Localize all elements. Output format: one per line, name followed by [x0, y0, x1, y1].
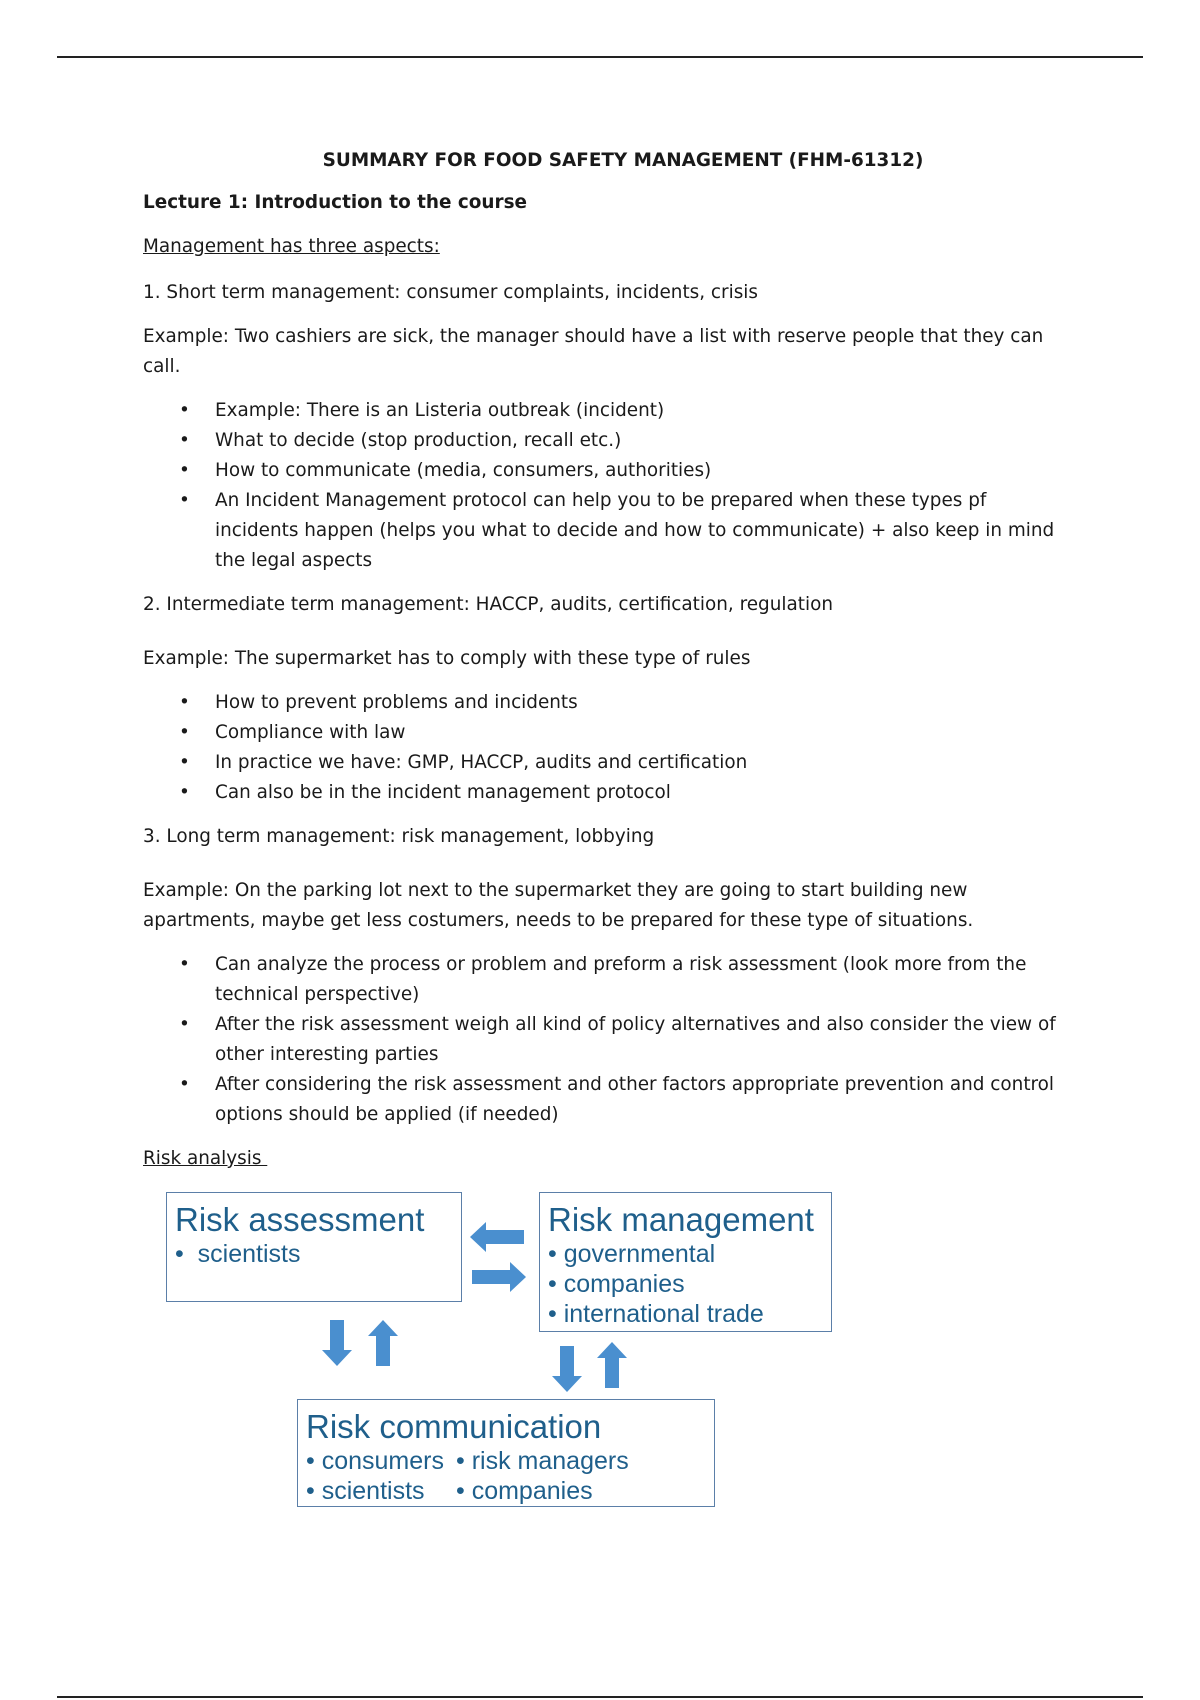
risk-communication-row [298, 1446, 714, 1476]
risk-communication-box [297, 1399, 715, 1507]
up-arrow-icon [597, 1342, 627, 1388]
list-item: • In practice we have: GMP, HACCP, audits and certification [143, 748, 1063, 778]
list-item: • An Incident Management protocol can help you to be prepared when these types pf incidents happen (helps you what to decide and how to communicate) + also keep in mind the legal aspects [143, 486, 1063, 576]
top-rule [57, 56, 1143, 58]
list-item: • How to prevent problems and incidents [143, 688, 1063, 718]
list-item: • Can analyze the process or problem and preform a risk assessment (look more from the technical perspective) [143, 950, 1063, 1010]
list-item: • After considering the risk assessment and other factors appropriate prevention and control options should be applied (if needed) [143, 1070, 1063, 1130]
risk-management-box [539, 1192, 832, 1332]
risk-analysis-heading: Risk analysis [143, 1148, 268, 1169]
lecture-heading: Lecture 1: Introduction to the course [143, 192, 527, 213]
risk-communication-item: • consumers [306, 1447, 444, 1475]
short-term-example: Example: Two cashiers are sick, the manager should have a list with reserve people that they can call. [143, 326, 1044, 377]
left-arrow-icon [470, 1222, 526, 1252]
short-term-bullets [143, 396, 1063, 576]
risk-communication-item: • scientists [306, 1477, 425, 1505]
up-arrow-icon [368, 1320, 398, 1366]
risk-management-item: • governmental [548, 1240, 716, 1268]
risk-communication-item: • companies [456, 1477, 593, 1505]
document-title: SUMMARY FOR FOOD SAFETY MANAGEMENT (FHM-61312) [322, 150, 924, 171]
list-item: • After the risk assessment weigh all kind of policy alternatives and also consider the view of other interesting parties [143, 1010, 1063, 1070]
intermediate-term-example: Example: The supermarket has to comply with these type of rules [143, 648, 751, 669]
risk-assessment-item: • scientists [175, 1240, 301, 1268]
risk-communication-row [298, 1476, 714, 1506]
long-term-heading: 3. Long term management: risk management, lobbying [143, 826, 655, 847]
risk-management-title: Risk management [548, 1201, 814, 1238]
right-arrow-icon [470, 1262, 526, 1292]
risk-assessment-title: Risk assessment [175, 1201, 425, 1238]
list-item: • Can also be in the incident management protocol [143, 778, 1063, 808]
short-term-heading: 1. Short term management: consumer complaints, incidents, crisis [143, 282, 758, 303]
down-arrow-icon [322, 1320, 352, 1366]
intermediate-term-bullets [143, 688, 1063, 808]
long-term-bullets [143, 950, 1063, 1130]
risk-communication-item: • risk managers [456, 1447, 629, 1475]
risk-management-item: • international trade [548, 1300, 764, 1328]
risk-assessment-box [166, 1192, 462, 1302]
down-arrow-icon [552, 1346, 582, 1392]
list-item: • Example: There is an Listeria outbreak (incident) [143, 396, 1063, 426]
risk-communication-title: Risk communication [306, 1408, 602, 1445]
intermediate-term-heading: 2. Intermediate term management: HACCP, audits, certification, regulation [143, 594, 833, 615]
section-heading: Management has three aspects: [143, 236, 440, 257]
list-item: • How to communicate (media, consumers, authorities) [143, 456, 1063, 486]
list-item: • What to decide (stop production, recall etc.) [143, 426, 1063, 456]
risk-management-item: • companies [548, 1270, 685, 1298]
long-term-example: Example: On the parking lot next to the supermarket they are going to start building new apartments, maybe get less costumers, needs to be prepared for these type of situations. [143, 880, 974, 931]
list-item: • Compliance with law [143, 718, 1063, 748]
bottom-rule [57, 1696, 1143, 1698]
document-body [143, 146, 1063, 1190]
